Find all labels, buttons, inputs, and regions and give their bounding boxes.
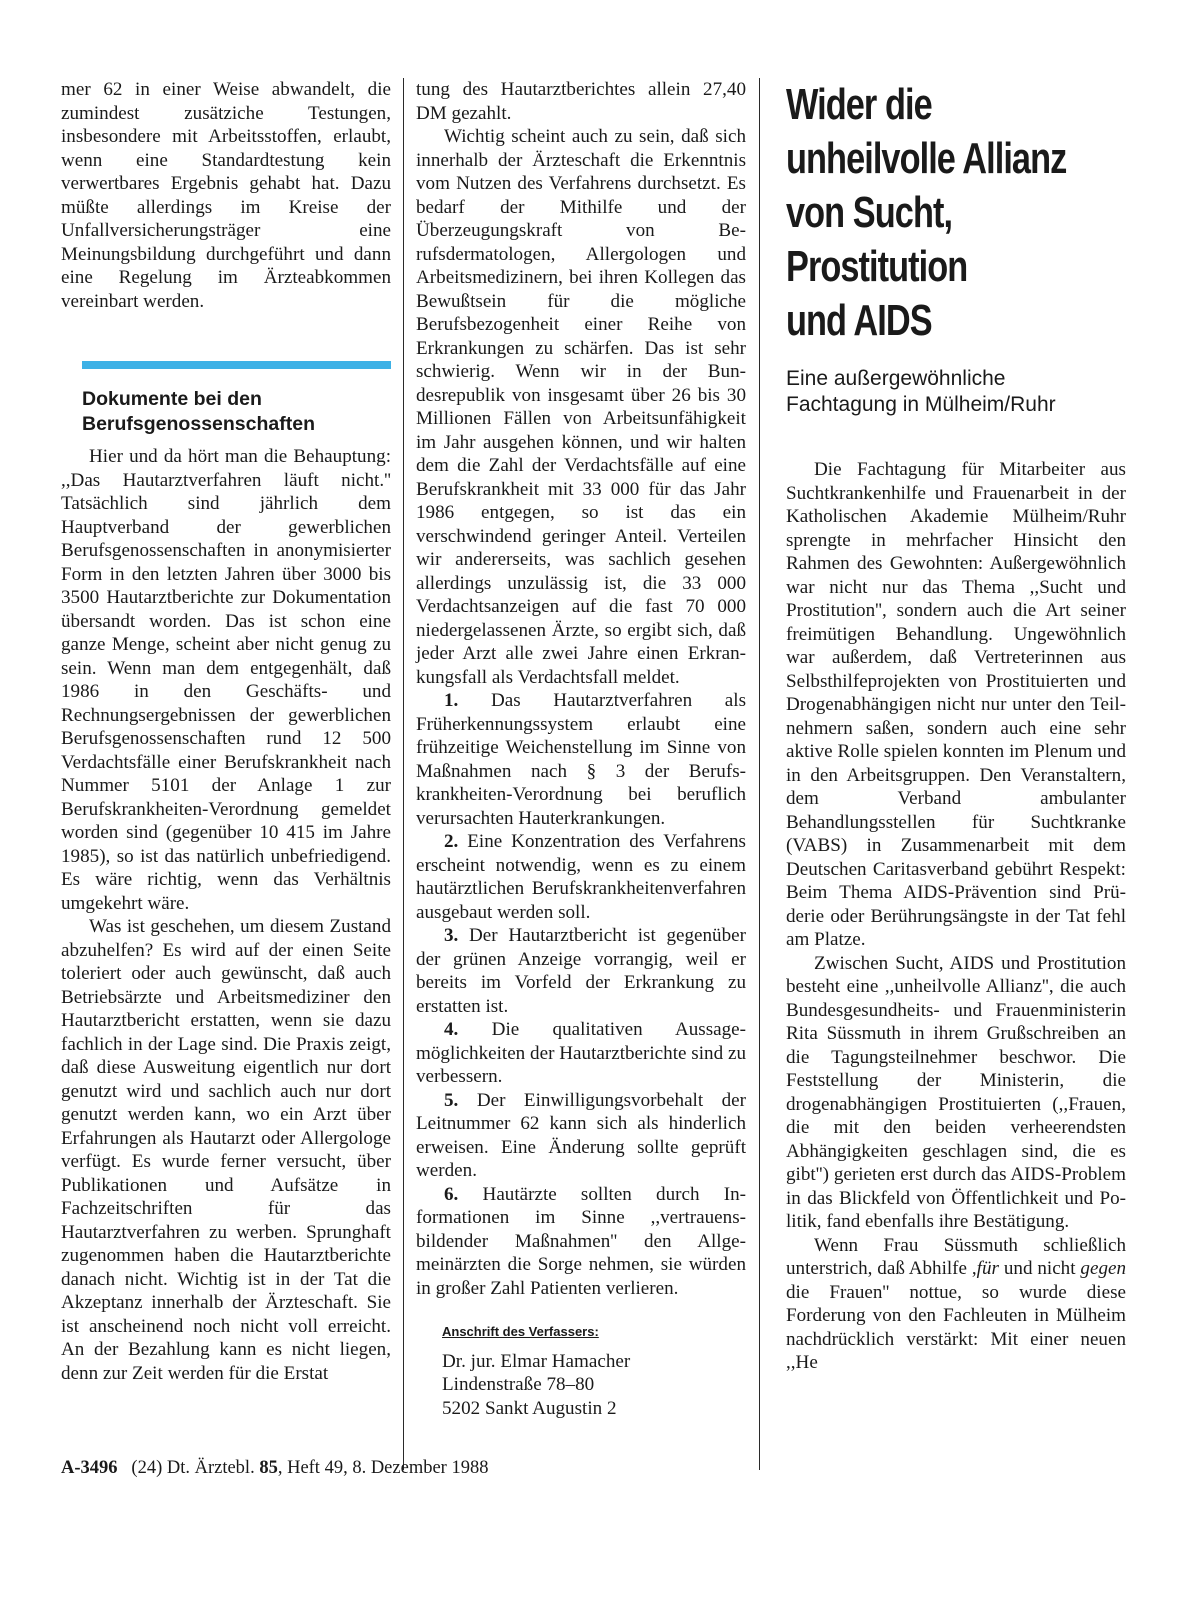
emphasis: gegen (1080, 1258, 1127, 1279)
list-text: Der Einwilligungsvorbehalt der Leitnummer 62 kann sich als hinderlich erweisen. Eine Änderung sollte geprüft werden. (416, 1089, 747, 1181)
article-column-1 (61, 78, 391, 1385)
headline-line: von Sucht, (786, 188, 953, 237)
list-item (416, 1183, 746, 1301)
list-text: Eine Konzentration des Verfahrens erscheint notwendig, wenn es zu einem hautärztlichen Berufskrankheitenverfahren ausgebaut werden soll. (416, 831, 746, 923)
journal-volume: 85 (259, 1458, 278, 1478)
page-code: A-3496 (61, 1458, 118, 1478)
headline-line: Prostitution (786, 242, 968, 291)
emphasis: für (976, 1258, 999, 1279)
list-number: 4. (444, 1019, 459, 1040)
issue-date: , Heft 49, 8. Dezember 1988 (277, 1458, 489, 1478)
list-text: Das Hautarztverfahren als Früherkennungssystem erlaubt eine frühzeitige Weichenstellung im Sinne von Maßnahmen nach § 3 der Berufskrankheiten-Verordnung bei beruflich verursachten Hauterkrankungen. (416, 690, 746, 829)
author-address-line: Lindenstraße 78–80 (442, 1374, 595, 1395)
standfirst-line: Fachtagung in Mülheim/Ruhr (786, 393, 1056, 416)
list-text: Hautärzte sollten durch Informationen im Sinne ,,vertrauensbildender Maßnahmen'' den Allgemeinärzten die Sorge nehmen, sie würden in großer Zahl Patienten verlieren. (416, 1183, 746, 1299)
list-number: 2. (444, 831, 459, 852)
list-text: Der Hautarztbericht ist gegenüber der grünen Anzeige vorrangig, weil er bereits im Vorfeld der Erkrankung zu erstatten ist. (416, 925, 746, 1017)
author-address-label: Anschrift des Verfassers: (442, 1324, 599, 1339)
text-run: die Frauen'' nottue, so wurde diese Forderung von den Fachleuten in Mülheim nachdrücklich verstärkt: Mit einer neuen ,,He (786, 1281, 1126, 1373)
list-item (416, 1089, 746, 1183)
text-run: Wenn Frau Süssmuth schließlich unterstrich, daß Abhilfe , (786, 1234, 1126, 1279)
journal-reference: (24) Dt. Ärztebl. (131, 1458, 255, 1478)
list-number: 1. (444, 690, 459, 711)
column-divider (759, 78, 760, 1470)
headline-line: Wider die (786, 80, 932, 129)
paragraph (786, 1234, 1126, 1375)
paragraph: Die Fachtagung für Mitarbeiter aus Suchtkrankenhilfe und Frauenarbeit in der Katholischen Akademie Mülheim/Ruhr sprengte in mehrfacher Hinsicht den Rahmen des Gewohnten: Außergewöhnlich war nicht nur das Thema ,,Sucht und Prostitution'', sondern auch die Art seiner freimütigen Behandlung. Ungewöhnlich war außerdem, daß Vertreterinnen aus Selbsthilfeprojekten von Prostituierten und Drogenabhängigen nicht nur unter den Teilnehmern saßen, sondern auch eine sehr aktive Rolle spielen konnten im Plenum und in den Arbeitsgruppen. Den Veranstaltern, dem Verband ambulanter Behandlungsstellen für Suchtkranke (VABS) in Zusammenarbeit mit dem Deutschen Caritasverband gebührt Respekt: Beim Thema AIDS-Prävention sind Prüderie oder Berührungsängste in der Tat fehl am Platze. (786, 459, 1126, 950)
article-headline (786, 78, 1126, 348)
section-heading: Dokumente bei den Berufsgenossenschaften (82, 388, 315, 435)
list-number: 5. (444, 1089, 459, 1111)
standfirst-line: Eine außergewöhnliche (786, 367, 1006, 390)
text-run: und nicht (998, 1258, 1081, 1279)
headline-line: unheilvolle Allianz (786, 134, 1067, 183)
headline-line: und AIDS (786, 296, 932, 345)
author-address-line: Dr. jur. Elmar Hamacher (442, 1350, 631, 1372)
paragraph: Was ist geschehen, um diesem Zustand abzuhelfen? Es wird auf der einen Seite toleriert oder auch gewünscht, daß auch Betriebsärzte und Arbeitsmediziner den Hautarztbericht erstatten, wenn sie dazu fachlich in der Lage sind. Die Praxis zeigt, daß diese Ausweitung eigentlich nur dort genutzt wird und sachlich auch nur dort genutzt werden kann, wo ein Arzt über Erfahrungen als Hautarzt oder Allergologe verfügt. Es wurde ferner versucht, über Publikationen und Aufsätze in Fachzeitschriften für das Hautarztverfahren zu werben. Sprunghaft zugenommen haben die Hautarztberichte danach nicht. Wichtig ist in der Tat die Akzeptanz innerhalb der Ärzteschaft. Sie ist anscheinend noch nicht voll erreicht. An der Bezahlung kann es nicht liegen, denn zur Zeit werden für die Erstat (61, 916, 391, 1384)
paragraph: tung des Hautarztberichtes allein 27,40 DM gezahlt. (416, 79, 746, 124)
list-item (416, 924, 746, 1018)
list-item (416, 1018, 746, 1089)
paragraph: Hier und da hört man die Behauptung: ,,Das Hautarztverfahren läuft nicht.'' Tatsächlich sind jährlich dem Hauptverband der gewerblichen Berufsgenossenschaften in anonymisierter Form in den letzten Jahren über 3000 bis 3500 Hautarztberichte zur Dokumentation übersandt worden. Das ist schon eine ganze Menge, scheint aber nicht genug zu sein. Wenn man dem entgegenhält, daß 1986 in den Geschäfts- und Rechnungsergebnissen der gewerblichen Berufsgenossenschaften rund 12 500 Verdachtsfälle einer Berufskrankheit nach Nummer 5101 der Anlage 1 zur Berufskrankheiten-Verordnung gemeldet worden sind (gegenüber 10 415 im Jahre 1985), so ist das natürlich unbefriedigend. Es wäre richtig, wenn das Verhältnis umgekehrt wäre. (61, 446, 391, 914)
author-address-line: 5202 Sankt Augustin 2 (442, 1397, 617, 1419)
paragraph: Zwischen Sucht, AIDS und Prostitution besteht eine ,,unheilvolle Allianz'', die auch Bundesgesundheits- und Frauenministerin Rita Süssmuth in ihrem Grußschreiben an die Tagungsteilnehmer beschwor. Die Feststellung der Ministerin, die drogenabhängigen Prostituierten (,,Frauen, die mit den beiden verheerendsten Abhängigkeiten geschlagen sind, die es gibt'') gerieten erst durch das AIDS-Problem in das Blickfeld von Öffentlichkeit und Politik, fand ebenfalls ihre Bestätigung. (786, 952, 1126, 1232)
article-standfirst (786, 366, 1126, 418)
list-number: 6. (444, 1183, 459, 1205)
list-number: 3. (444, 925, 459, 946)
list-text: Die qualitativen Aussagemöglichkeiten der Hautarztberichte sind zu verbessern. (416, 1019, 746, 1087)
column-divider (403, 78, 404, 1470)
paragraph: mer 62 in einer Weise abwandelt, die zumindest zusätziche Testungen, insbesondere mit Arbeitsstoffen, erlaubt, wenn eine Standardtestung kein verwertbares Ergebnis gehabt hat. Dazu müßte allerdings im Kreise der Unfallversicherungsträger eine Meinungsbildung durchgeführt und dann eine Regelung im Ärzteabkommen vereinbart werden. (61, 79, 391, 312)
page-footer (61, 1458, 488, 1479)
article-column-3 (786, 78, 1126, 1375)
list-item (416, 830, 746, 924)
article-column-2 (416, 78, 746, 1420)
section-divider (82, 361, 391, 369)
list-item (416, 689, 746, 830)
paragraph: Wichtig scheint auch zu sein, daß sich innerhalb der Ärzteschaft die Erkenntnis vom Nutzen des Verfahrens durchsetzt. Es bedarf der Mithilfe und der Überzeugungskraft von Berufsdermatologen, Allergologen und Arbeitsmedizinern, bei ihren Kollegen das Bewußtsein für die mögliche Berufsbezogenheit einer Reihe von Erkrankungen zu schärfen. Das ist sehr schwierig. Wenn wir in der Bundesrepublik von insgesamt über 26 bis 30 Millionen Fällen von Arbeitsunfähigkeit im Jahr ausgehen können, und wir halten dem die Zahl der Verdachtsfälle auf eine Berufskrankheit mit 33 000 für das Jahr 1986 entgegen, so ist das ein verschwindend geringer Anteil. Verteilen wir andererseits, was sachlich gesehen allerdings unzulässig ist, die 33 000 Verdachtsanzeigen auf die fast 70 000 niedergelassenen Ärzte, so ergibt sich, daß jeder Arzt alle zwei Jahre einen Erkrankungsfall als Verdachtsfall meldet. (416, 126, 746, 688)
